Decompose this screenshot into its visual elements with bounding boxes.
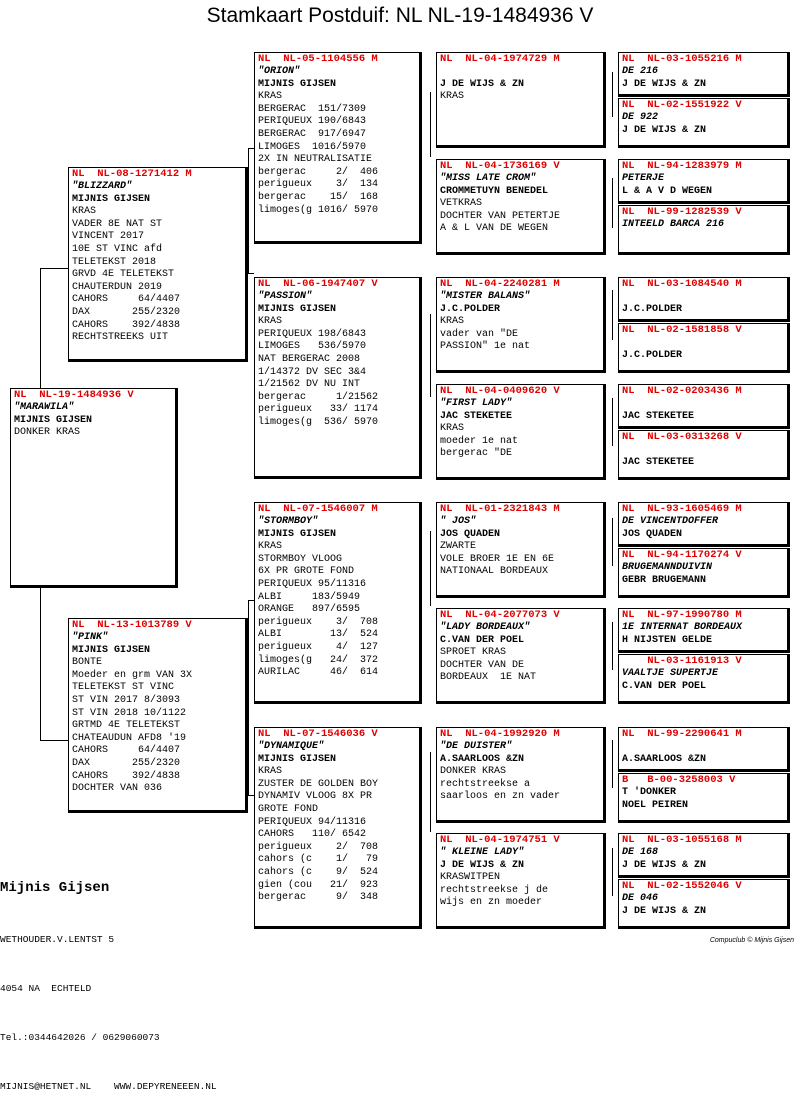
- pigeon-name: "DE DUISTER": [440, 741, 513, 752]
- info-line: perigueux 2/ 708: [258, 841, 379, 853]
- ring-number: NL NL-04-1974729 M: [440, 53, 560, 65]
- ring-number: NL NL-03-1084540 M: [622, 278, 742, 290]
- breeder-name: NOEL PEIREN: [622, 799, 689, 811]
- pigeon-name: DE 046: [622, 893, 659, 904]
- connector: [248, 273, 254, 274]
- info-line: perigueux 3/ 708: [258, 616, 379, 628]
- pigeon-name: "MARAWILA": [14, 402, 75, 413]
- breeder-name: CROMMETUYN BENEDEL: [440, 185, 549, 197]
- info-line: wijs en zn moeder: [440, 897, 543, 909]
- info-line: 1/21562 DV NU INT: [258, 379, 361, 391]
- owner-phone: Tel.:0344642026 / 0629060073: [0, 1032, 160, 1043]
- info-line: CAHORS 392/4838: [72, 770, 181, 782]
- pigeon-name: "MISS LATE CROM": [440, 173, 537, 184]
- breeder-name: A.SAARLOOS &ZN: [440, 753, 525, 765]
- owner-info: [0, 843, 217, 1111]
- pigeon-name: "LADY BORDEAUX": [440, 622, 531, 633]
- info-line: STORMBOY VLOOG: [258, 553, 343, 565]
- info-line: CAHORS 110/ 6542: [258, 829, 367, 841]
- owner-name: Mijnis Gijsen: [0, 880, 110, 896]
- breeder-name: C.VAN DER POEL: [622, 680, 707, 692]
- info-line: GRTMD 4E TELETEKST: [72, 720, 181, 732]
- info-line: Moeder en grm VAN 3X: [72, 669, 193, 681]
- info-line: perigueux 33/ 1174: [258, 404, 379, 416]
- ring-number: NL NL-03-1055216 M: [622, 53, 742, 65]
- info-line: NAT BERGERAC 2008: [258, 353, 361, 365]
- ring-number: NL NL-07-1546036 V: [258, 728, 378, 740]
- info-line: GRVD 4E TELETEKST: [72, 269, 175, 281]
- breeder-name: GEBR BRUGEMANN: [622, 574, 707, 586]
- info-line: moeder 1e nat: [440, 435, 519, 447]
- breeder-name: J.C.POLDER: [622, 349, 683, 361]
- pigeon-name: "PASSION": [258, 291, 313, 302]
- breeder-name: H NIJSTEN GELDE: [622, 634, 713, 646]
- connector: [430, 314, 431, 397]
- info-line: [619, 337, 787, 350]
- info-line: DAX 255/2320: [72, 306, 181, 318]
- copyright: Compuclub © Mijnis Gijsen: [709, 937, 794, 944]
- info-line: perigueux 4/ 127: [258, 641, 379, 653]
- info-line: BONTE: [72, 657, 103, 669]
- info-line: KRAS: [258, 541, 283, 553]
- connector: [248, 600, 249, 795]
- info-line: CHAUTERDUN 2019: [72, 281, 163, 293]
- ring-number: NL NL-04-1736169 V: [440, 160, 560, 172]
- info-line: PERIQUEUX 95/11316: [258, 578, 367, 590]
- pigeon-card-father[interactable]: [68, 167, 248, 362]
- info-line: KRAS: [258, 316, 283, 328]
- pigeon-card-ancestor[interactable]: [618, 430, 790, 480]
- pigeon-card-great-grandparent[interactable]: [436, 277, 606, 373]
- info-line: [437, 66, 603, 79]
- connector: [612, 622, 613, 670]
- pigeon-name: " KLEINE LADY": [440, 847, 525, 858]
- ring-number: NL NL-13-1013789 V: [72, 619, 192, 631]
- info-line: bergerac 2/ 406: [258, 166, 379, 178]
- info-line: BORDEAUX 1E NAT: [440, 672, 537, 684]
- info-line: RECHTSTREEKS UIT: [72, 332, 169, 344]
- info-line: ZWARTE: [440, 541, 477, 553]
- connector: [612, 518, 613, 566]
- connector: [612, 290, 613, 340]
- ring-number: NL NL-04-2240281 M: [440, 278, 560, 290]
- info-line: CAHORS 64/4407: [72, 294, 181, 306]
- pigeon-name: VAALTJE SUPERTJE: [622, 668, 719, 679]
- owner-address: WETHOUDER.V.LENTST 5: [0, 934, 115, 945]
- breeder-name: MIJNIS GIJSEN: [258, 753, 337, 765]
- ring-number: NL-03-1161913 V: [622, 655, 742, 667]
- pigeon-name: "PINK": [72, 632, 109, 643]
- pigeon-name: DE 922: [622, 112, 659, 123]
- pigeon-name: 1E INTERNAT BORDEAUX: [622, 622, 743, 633]
- info-line: CAHORS 392/4838: [72, 319, 181, 331]
- pigeon-name: DE 216: [622, 66, 659, 77]
- info-line: ALBI 13/ 524: [258, 629, 379, 641]
- info-line: 1/14372 DV SEC 3&4: [258, 366, 367, 378]
- breeder-name: JOS QUADEN: [622, 528, 683, 540]
- info-line: [619, 291, 787, 304]
- connector: [612, 72, 613, 117]
- pigeon-card-ancestor[interactable]: [618, 384, 790, 429]
- info-line: [619, 444, 787, 457]
- connector: [40, 740, 70, 741]
- info-line: 6X PR GROTE FOND: [258, 566, 355, 578]
- info-line: DONKER KRAS: [440, 766, 507, 778]
- breeder-name: MIJNIS GIJSEN: [72, 193, 151, 205]
- info-line: KRAS: [440, 91, 465, 103]
- pigeon-card-ancestor[interactable]: [618, 52, 790, 97]
- ring-number: NL NL-99-2290641 M: [622, 728, 742, 740]
- ring-number: NL NL-02-1581858 V: [622, 324, 742, 336]
- pigeon-name: BRUGEMANNDUIVIN: [622, 562, 713, 573]
- info-line: cahors (c 1/ 79: [258, 854, 379, 866]
- breeder-name: J DE WIJS & ZN: [622, 905, 707, 917]
- breeder-name: J DE WIJS & ZN: [622, 124, 707, 136]
- connector: [430, 531, 431, 606]
- info-line: [619, 741, 787, 754]
- pigeon-name: " JOS": [440, 516, 477, 527]
- pigeon-card-ancestor[interactable]: [618, 159, 790, 204]
- breeder-name: MIJNIS GIJSEN: [72, 644, 151, 656]
- info-line: SPROET KRAS: [440, 647, 507, 659]
- pigeon-card-great-grandparent[interactable]: [436, 52, 606, 148]
- breeder-name: J DE WIJS & ZN: [622, 78, 707, 90]
- info-line: KRAS: [440, 316, 465, 328]
- pigeon-card-great-grandparent[interactable]: [436, 384, 606, 480]
- pigeon-name: "MISTER BALANS": [440, 291, 531, 302]
- connector: [612, 178, 613, 228]
- info-line: KRASWITPEN: [440, 872, 501, 884]
- pigeon-card-ancestor[interactable]: [618, 727, 790, 772]
- ring-number: NL NL-93-1605469 M: [622, 503, 742, 515]
- info-line: gien (cou 21/ 923: [258, 879, 379, 891]
- pigeon-name: DE 168: [622, 847, 659, 858]
- breeder-name: J DE WIJS & ZN: [440, 859, 525, 871]
- ring-number: NL NL-08-1271412 M: [72, 168, 192, 180]
- connector: [40, 268, 41, 388]
- info-line: DOCHTER VAN PETERTJE: [440, 210, 561, 222]
- info-line: DOCHTER VAN DE: [440, 659, 525, 671]
- breeder-name: MIJNIS GIJSEN: [258, 528, 337, 540]
- pigeon-card-ancestor[interactable]: [618, 773, 790, 823]
- pigeon-card-grandparent[interactable]: [254, 52, 422, 244]
- info-line: DYNAMIV VLOOG 8X PR: [258, 791, 373, 803]
- pigeon-card-great-grandparent[interactable]: [436, 159, 606, 255]
- ring-number: NL NL-04-2077073 V: [440, 609, 560, 621]
- pigeon-card-subject[interactable]: [10, 388, 178, 588]
- connector: [430, 92, 431, 157]
- breeder-name: MIJNIS GIJSEN: [14, 414, 93, 426]
- ring-number: NL NL-97-1990780 M: [622, 609, 742, 621]
- breeder-name: MIJNIS GIJSEN: [258, 303, 337, 315]
- pigeon-card-great-grandparent[interactable]: [436, 727, 606, 823]
- pigeon-card-great-grandparent[interactable]: [436, 833, 606, 929]
- breeder-name: JAC STEKETEE: [622, 410, 695, 422]
- ring-number: NL NL-02-1552046 V: [622, 880, 742, 892]
- connector: [40, 268, 70, 269]
- info-line: PERIQUEUX 94/11316: [258, 816, 367, 828]
- ring-number: NL NL-94-1170274 V: [622, 549, 742, 561]
- breeder-name: J.C.POLDER: [440, 303, 501, 315]
- pigeon-name: "ORION": [258, 66, 301, 77]
- info-line: KRAS: [258, 766, 283, 778]
- connector: [612, 398, 613, 446]
- info-line: saarloos en zn vader: [440, 791, 561, 803]
- breeder-name: L & A V D WEGEN: [622, 185, 713, 197]
- pigeon-name: PETERJE: [622, 173, 665, 184]
- info-line: KRAS: [440, 423, 465, 435]
- breeder-name: C.VAN DER POEL: [440, 634, 525, 646]
- info-line: limoges(g 24/ 372: [258, 654, 379, 666]
- info-line: VOLE BROER 1E EN 6E: [440, 553, 555, 565]
- connector: [430, 752, 431, 832]
- info-line: ORANGE 897/6595: [258, 604, 361, 616]
- info-line: PERIQUEUX 198/6843: [258, 328, 367, 340]
- ring-number: NL NL-03-0313268 V: [622, 431, 742, 443]
- info-line: 10E ST VINC afd: [72, 243, 163, 255]
- info-line: LIMOGES 1016/5970: [258, 141, 367, 153]
- info-line: PASSION" 1e nat: [440, 341, 531, 353]
- pigeon-card-great-grandparent[interactable]: [436, 502, 606, 598]
- info-line: bergerac 9/ 348: [258, 892, 379, 904]
- info-line: KRAS: [258, 91, 283, 103]
- pigeon-name: "STORMBOY": [258, 516, 319, 527]
- pigeon-card-ancestor[interactable]: [618, 502, 790, 547]
- breeder-name: JAC STEKETEE: [622, 456, 695, 468]
- pigeon-card-ancestor[interactable]: [618, 833, 790, 878]
- ring-number: NL NL-01-2321843 M: [440, 503, 560, 515]
- pigeon-card-ancestor[interactable]: [618, 608, 790, 653]
- pigeon-name: DE VINCENTDOFFER: [622, 516, 719, 527]
- ring-number: NL NL-06-1947407 V: [258, 278, 378, 290]
- pigeon-name: "DYNAMIQUE": [258, 741, 325, 752]
- info-line: rechtstreekse j de: [440, 884, 549, 896]
- info-line: [619, 398, 787, 411]
- info-line: DAX 255/2320: [72, 757, 181, 769]
- pigeon-card-ancestor[interactable]: [618, 277, 790, 322]
- breeder-name: JAC STEKETEE: [440, 410, 513, 422]
- ring-number: NL NL-04-1992920 M: [440, 728, 560, 740]
- pigeon-card-mother[interactable]: [68, 618, 248, 813]
- pigeon-card-ancestor[interactable]: [618, 879, 790, 929]
- page-title: Stamkaart Postduif: NL NL-19-1484936 V: [206, 4, 594, 27]
- pigeon-name: "FIRST LADY": [440, 398, 513, 409]
- breeder-name: A.SAARLOOS &ZN: [622, 753, 707, 765]
- info-line: DOCHTER VAN 036: [72, 783, 163, 795]
- info-line: VINCENT 2017: [72, 231, 145, 243]
- pigeon-name: "BLIZZARD": [72, 181, 133, 192]
- ring-number: NL NL-94-1283979 M: [622, 160, 742, 172]
- info-line: CAHORS 64/4407: [72, 745, 181, 757]
- info-line: perigueux 3/ 134: [258, 179, 379, 191]
- pigeon-name: INTEELD BARCA 216: [622, 219, 725, 230]
- info-line: TELETEKST ST VINC: [72, 682, 175, 694]
- pigeon-card-grandparent[interactable]: [254, 277, 422, 479]
- info-line: DONKER KRAS: [14, 427, 81, 439]
- breeder-name: J.C.POLDER: [622, 303, 683, 315]
- pigeon-card-ancestor[interactable]: [618, 548, 790, 598]
- pigeon-card-ancestor[interactable]: [618, 654, 790, 704]
- info-line: limoges(g 536/ 5970: [258, 416, 379, 428]
- info-line: GROTE FOND: [258, 803, 319, 815]
- ring-number: NL NL-04-1974751 V: [440, 834, 560, 846]
- pigeon-card-ancestor[interactable]: [618, 323, 790, 373]
- pigeon-card-ancestor[interactable]: [618, 98, 790, 148]
- info-line: A & L VAN DE WEGEN: [440, 223, 549, 235]
- ring-number: NL NL-02-1551922 V: [622, 99, 742, 111]
- breeder-name: J DE WIJS & ZN: [622, 859, 707, 871]
- ring-number: NL NL-07-1546007 M: [258, 503, 378, 515]
- info-line: vader van "DE: [440, 328, 519, 340]
- info-line: bergerac "DE: [440, 448, 513, 460]
- info-line: bergerac 15/ 168: [258, 191, 379, 203]
- info-line: NATIONAAL BORDEAUX: [440, 566, 549, 578]
- info-line: KRAS: [72, 206, 97, 218]
- info-line: rechtstreekse a: [440, 778, 531, 790]
- info-line: AURILAC 46/ 614: [258, 667, 379, 679]
- breeder-name: J DE WIJS & ZN: [440, 78, 525, 90]
- info-line: cahors (c 9/ 524: [258, 866, 379, 878]
- owner-city: 4054 NA ECHTELD: [0, 983, 92, 994]
- pigeon-card-grandparent[interactable]: [254, 727, 422, 929]
- info-line: BERGERAC 917/6947: [258, 128, 367, 140]
- connector: [40, 587, 41, 740]
- info-line: VADER 8E NAT ST: [72, 218, 163, 230]
- info-line: BERGERAC 151/7309: [258, 103, 367, 115]
- info-line: VETKRAS: [440, 198, 483, 210]
- breeder-name: JOS QUADEN: [440, 528, 501, 540]
- info-line: TELETEKST 2018: [72, 256, 157, 268]
- ring-number: NL NL-04-0409620 V: [440, 385, 560, 397]
- info-line: bergerac 1/21562: [258, 391, 379, 403]
- info-line: PERIQUEUX 190/6843: [258, 116, 367, 128]
- ring-number: NL NL-05-1104556 M: [258, 53, 378, 65]
- ring-number: B B-00-3258003 V: [622, 774, 736, 786]
- owner-web: MIJNIS@HETNET.NL WWW.DEPYRENEEEN.NL: [0, 1081, 217, 1092]
- info-line: LIMOGES 536/5970: [258, 341, 367, 353]
- breeder-name: T 'DONKER: [622, 787, 677, 798]
- info-line: ZUSTER DE GOLDEN BOY: [258, 778, 379, 790]
- info-line: limoges(g 1016/ 5970: [258, 204, 379, 216]
- connector: [612, 848, 613, 896]
- pigeon-card-ancestor[interactable]: [618, 205, 790, 255]
- pigeon-card-grandparent[interactable]: [254, 502, 422, 704]
- info-line: ST VIN 2018 10/1122: [72, 707, 187, 719]
- pigeon-card-great-grandparent[interactable]: [436, 608, 606, 704]
- info-line: ST VIN 2017 8/3093: [72, 694, 181, 706]
- connector: [612, 740, 613, 788]
- ring-number: NL NL-03-1055168 M: [622, 834, 742, 846]
- info-line: CHATEAUDUN AFD8 '19: [72, 732, 187, 744]
- info-line: ALBI 183/5949: [258, 591, 361, 603]
- ring-number: NL NL-02-0203436 M: [622, 385, 742, 397]
- ring-number: NL NL-19-1484936 V: [14, 389, 134, 401]
- info-line: 2X IN NEUTRALISATIE: [258, 154, 373, 166]
- connector: [248, 148, 249, 273]
- ring-number: NL NL-99-1282539 V: [622, 206, 742, 218]
- breeder-name: MIJNIS GIJSEN: [258, 78, 337, 90]
